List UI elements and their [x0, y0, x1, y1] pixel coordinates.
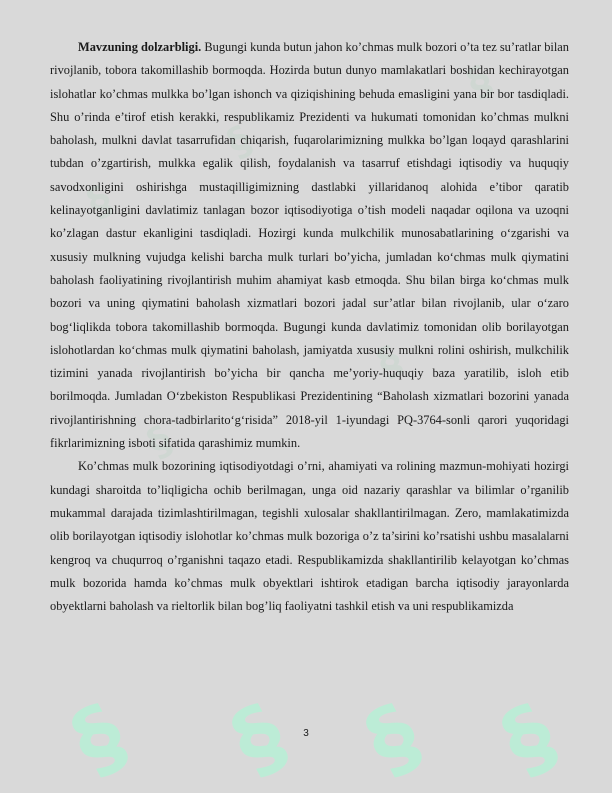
watermark-mark: § [350, 686, 433, 793]
watermark-mark: § [370, 338, 406, 388]
paragraph-text: Ko’chmas mulk bozorining iqtisodiyotdagi o’rni, ahamiyati va rolining mazmun-mohiyati hozirgi kundagi sharoitda to’liqligicha ochib berilmagan, unga oid nazariy qarashlar va bilimlar o’rganilib mukammal darajada tizimlashtirilmagan, tegishli xulosalar shakllantirilmagan. Zero, mamlakatimizda olib borilayotgan iqtisodiy islohotlar ko’chmas mulk bozoriga o’z ta’sirini ko’rsatishi ushbu masalalarni kengroq va chuqurroq o’rganishni taqazo etadi. Respublikamizda shakllantirilib kelayotgan ko’chmas mulk bozorida hamda ko’chmas mulk obyektlari ishtirok etadigan barcha iqtisodiy jarayonlarda obyektlarni baholash va rieltorlik bilan bog’liq faoliyatni tashkil etish va uni respublikamizda [50, 459, 569, 614]
page-number: 3 [303, 728, 309, 739]
paragraph-text: Bugungi kunda butun jahon ko’chmas mulk bozori o’ta tez su’ratlar bilan rivojlanib, tobora takomillashib bormoqda. Hozirda butun dunyo mamlakatlari boshidan kechirayotgan islohatlar ko’chmas mulkka bo’lgan ishonch va qiziqishining behuda emasligini yana bir bor tasdiqladi. Shu o’rinda e’tirof etish kerakki, respublikamiz Prezidenti va hukumati tomonidan ko’chmas mulkni baholash, mulkni davlat tasarrufidan chiqarish, fuqarolarimizning mulkka bo’lgan loqayd qarashlarini tubdan o’zgartirish, mulkka egalik qilish, foydalanish va tasarruf etishdagi iqtisodiy va huquqiy savodxonligini oshirishga mustaqilligimizning dastlabki yillaridanoq alohida e’tibor qaratib kelinayotganligini davlatimiz tanlagan bozor iqtisodiyotiga o’tish modeli naqadar oqilona va uzoqni ko’zlagan dastur ekanligini tasdiqladi. Hozirgi kunda mulkchilik munosabatlarining o‘zgarishi va xususiy mulkning vujudga kelishi barcha mulk turlari bo’yicha, jumladan ko‘chmas mulk qiymatini baholash faoliyatining rivojlantirish muhim ahamiyat kasb etmoqda. Shu bilan birga ko‘chmas mulk bozori va uning qiymatini baholash xizmatlari bozori jadal sur’atlar bilan rivojlanib, ular o‘zaro bog‘liqlikda tobora takomillashib bormoqda. Bugungi kunda davlatimiz tomonidan olib borilayotgan islohotlardan ko‘chmas mulk qiymatini baholash, jamiyatda xususiy mulkni rolini oshirish, mulkchilik tizimini yanada rivojlantirish bo’yicha bir qancha me’yoriy-huquqiy baza yaratilib, isloh etib borilmoqda. Jumladan O‘zbekiston Respublikasi Prezidentining “Baholash xizmatlari bozorini yanada rivojlantirishning chora-tadbirlarito‘g‘risida” 2018-yil 1-iyundagi PQ-3764-sonli qarori yuqoridagi fikrlarimizning isboti sifatida qarashimiz mumkin. [50, 40, 570, 451]
watermark-mark: § [140, 418, 176, 468]
watermark-mark: § [216, 686, 299, 793]
paragraph [50, 455, 569, 618]
watermark-mark: § [56, 686, 139, 793]
watermark-mark: § [80, 178, 116, 228]
paragraph [50, 36, 569, 455]
page-body [50, 36, 569, 618]
section-lead: Mavzuning dolzarbligi. [78, 40, 202, 54]
watermark-mark: § [220, 118, 256, 168]
watermark-mark: § [486, 686, 569, 793]
watermark-mark: § [460, 58, 496, 108]
